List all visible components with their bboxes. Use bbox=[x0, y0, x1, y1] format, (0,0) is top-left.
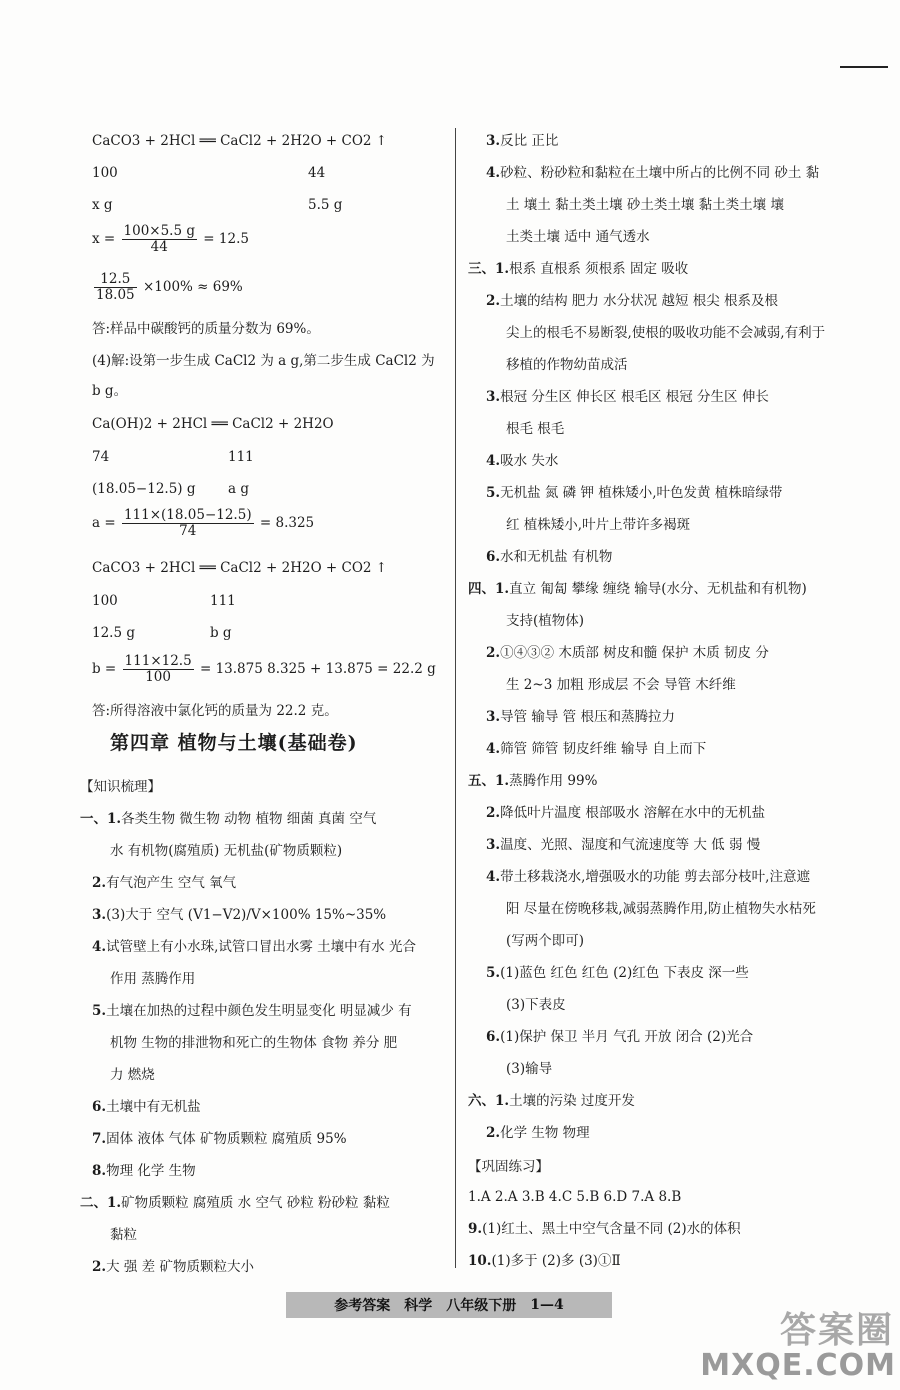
answer-text: 大 强 差 矿物质颗粒大小 bbox=[106, 1259, 254, 1275]
a-rhs: = 8.325 bbox=[259, 515, 315, 531]
answer-item bbox=[486, 452, 558, 470]
answer-text: 土壤的污染 过度开发 bbox=[509, 1093, 635, 1109]
item-number: 四、1. bbox=[468, 581, 510, 597]
answer-item bbox=[486, 644, 769, 662]
x-calculation bbox=[92, 224, 249, 255]
item-number: 2. bbox=[486, 805, 501, 821]
answer-item bbox=[486, 388, 769, 406]
answer-text: 筛管 筛管 韧皮纤维 输导 自上而下 bbox=[500, 741, 707, 757]
footer-label: 参考答案 bbox=[334, 1298, 391, 1314]
b-calculation bbox=[92, 654, 436, 685]
answer-item bbox=[486, 708, 675, 726]
footer-page-number: 1—4 bbox=[530, 1297, 564, 1313]
answer-text: (1)保护 保卫 半月 气孔 开放 闭合 (2)光合 bbox=[500, 1029, 754, 1045]
answer-item bbox=[80, 1194, 390, 1212]
value-row: b g bbox=[210, 625, 232, 641]
watermark bbox=[700, 1302, 898, 1386]
item-number: 二、1. bbox=[80, 1195, 122, 1211]
answer-text: 降低叶片温度 根部吸水 溶解在水中的无机盐 bbox=[500, 805, 766, 821]
item-number: 4. bbox=[486, 741, 501, 757]
question-4-line-2: b g。 bbox=[92, 383, 128, 399]
equation-3: CaCO3 + 2HCl ══ CaCl2 + 2H2O + CO2 ↑ bbox=[92, 560, 388, 576]
answer-text: (1)蓝色 红色 红色 (2)红色 下表皮 深一些 bbox=[500, 965, 749, 981]
footer-grade: 八年级下册 bbox=[446, 1298, 517, 1314]
item-number: 3. bbox=[486, 709, 501, 725]
b-denominator: 100 bbox=[145, 669, 171, 685]
answer-1: 答:样品中碳酸钙的质量分数为 69%。 bbox=[92, 321, 320, 337]
answer-item bbox=[80, 810, 376, 828]
answer-text: (3)下表皮 bbox=[506, 997, 566, 1013]
percent-rhs: ×100% ≈ 69% bbox=[142, 279, 243, 295]
percent-denominator: 18.05 bbox=[96, 287, 135, 303]
answer-item bbox=[486, 292, 778, 310]
item-number: 5. bbox=[486, 485, 501, 501]
answer-item bbox=[486, 548, 612, 566]
answer-text: 土壤在加热的过程中颜色发生明显变化 明显减少 有 bbox=[106, 1003, 412, 1019]
answer-text: 土类土壤 适中 通气透水 bbox=[506, 229, 650, 245]
answer-item bbox=[92, 1098, 201, 1116]
answer-text: 蒸腾作用 99% bbox=[509, 773, 598, 789]
answer-text: 尖上的根毛不易断裂,使根的吸收功能不会减弱,有利于 bbox=[506, 325, 826, 341]
answer-text: 物理 化学 生物 bbox=[106, 1163, 196, 1179]
x-numerator: 100×5.5 g bbox=[123, 223, 195, 239]
answer-item bbox=[92, 938, 416, 956]
value-row: 100 bbox=[92, 165, 118, 181]
x-fraction bbox=[122, 224, 197, 255]
b-numerator: 111×12.5 bbox=[124, 653, 192, 669]
answer-text: 机物 生物的排泄物和死亡的生物体 食物 养分 肥 bbox=[110, 1035, 398, 1051]
a-numerator: 111×(18.05−12.5) bbox=[123, 507, 252, 523]
answer-item bbox=[486, 132, 558, 150]
answer-text: 水 有机物(腐殖质) 无机盐(矿物质颗粒) bbox=[110, 843, 343, 859]
item-number: 2. bbox=[92, 875, 107, 891]
x-rhs: = 12.5 bbox=[203, 231, 249, 247]
item-number: 6. bbox=[92, 1099, 107, 1115]
a-lhs: a = bbox=[92, 515, 116, 531]
answer-text: 吸水 失水 bbox=[500, 453, 559, 469]
answer-text: (1)多于 (2)多 (3)①Ⅱ bbox=[491, 1253, 621, 1269]
percent-calculation bbox=[92, 272, 243, 303]
equation-1: CaCO3 + 2HCl ══ CaCl2 + 2H2O + CO2 ↑ bbox=[92, 133, 388, 149]
answer-item bbox=[468, 580, 807, 598]
answer-item bbox=[468, 1220, 741, 1238]
item-number: 六、1. bbox=[468, 1093, 510, 1109]
answer-text: (1)红土、黑土中空气含量不同 (2)水的体积 bbox=[482, 1221, 741, 1237]
answer-text: 红 植株矮小,叶片上带许多褐斑 bbox=[506, 517, 691, 533]
answer-item bbox=[486, 740, 706, 758]
value-row: 44 bbox=[308, 165, 326, 181]
top-rule bbox=[840, 66, 888, 68]
answer-item bbox=[486, 164, 819, 182]
a-calculation bbox=[92, 508, 314, 539]
item-number: 7. bbox=[92, 1131, 107, 1147]
item-number: 五、1. bbox=[468, 773, 510, 789]
answer-text: 生 2~3 加粗 形成层 不会 导管 木纤维 bbox=[506, 677, 736, 693]
value-row: 111 bbox=[228, 449, 254, 465]
answer-text: 固体 液体 气体 矿物质颗粒 腐殖质 95% bbox=[106, 1131, 347, 1147]
answer-text: 反比 正比 bbox=[500, 133, 559, 149]
answer-text: 矿物质颗粒 腐殖质 水 空气 砂粒 粉砂粒 黏粒 bbox=[121, 1195, 390, 1211]
item-number: 9. bbox=[468, 1221, 483, 1237]
answer-text: (3)输导 bbox=[506, 1061, 553, 1077]
item-number: 三、1. bbox=[468, 261, 510, 277]
answer-text: 根冠 分生区 伸长区 根毛区 根冠 分生区 伸长 bbox=[500, 389, 769, 405]
footer-subject: 科学 bbox=[404, 1298, 433, 1314]
answer-item bbox=[486, 1124, 590, 1142]
item-number: 4. bbox=[486, 869, 501, 885]
item-number: 2. bbox=[486, 1125, 501, 1141]
item-number: 3. bbox=[486, 389, 501, 405]
b-fraction bbox=[123, 654, 194, 685]
item-number: 2. bbox=[486, 293, 501, 309]
answer-text: 带土移栽浇水,增强吸水的功能 剪去部分枝叶,注意遮 bbox=[500, 869, 810, 885]
answer-item bbox=[486, 836, 760, 854]
value-row: 111 bbox=[210, 593, 236, 609]
equation-2: Ca(OH)2 + 2HCl ══ CaCl2 + 2H2O bbox=[92, 416, 334, 432]
answer-text: 砂粒、粉砂粒和黏粒在土壤中所占的比例不同 砂土 黏 bbox=[500, 165, 820, 181]
answer-text: 黏粒 bbox=[110, 1227, 137, 1243]
answer-text: 直立 匍匐 攀缘 缠绕 输导(水分、无机盐和有机物) bbox=[509, 581, 807, 597]
answer-text: 移植的作物幼苗成活 bbox=[506, 357, 628, 373]
item-number: 10. bbox=[468, 1253, 492, 1269]
answer-item bbox=[92, 874, 236, 892]
answer-item bbox=[468, 772, 597, 790]
answer-text: 土壤的结构 肥力 水分状况 越短 根尖 根系及根 bbox=[500, 293, 779, 309]
answer-text: 导管 输导 管 根压和蒸腾拉力 bbox=[500, 709, 675, 725]
item-number: 8. bbox=[92, 1163, 107, 1179]
x-denominator: 44 bbox=[150, 239, 168, 255]
multiple-choice-answers: 1.A 2.A 3.B 4.C 5.B 6.D 7.A 8.B bbox=[468, 1189, 682, 1205]
item-number: 一、1. bbox=[80, 811, 122, 827]
value-row: 100 bbox=[92, 593, 118, 609]
answer-text: 各类生物 微生物 动物 植物 细菌 真菌 空气 bbox=[121, 811, 377, 827]
answer-text: 土壤中有无机盐 bbox=[106, 1099, 201, 1115]
answer-text: 有气泡产生 空气 氧气 bbox=[106, 875, 237, 891]
value-row: 74 bbox=[92, 449, 110, 465]
item-number: 3. bbox=[486, 133, 501, 149]
value-row: 5.5 g bbox=[308, 197, 343, 213]
item-number: 2. bbox=[486, 645, 501, 661]
value-row: a g bbox=[228, 481, 249, 497]
answer-item bbox=[486, 1028, 753, 1046]
question-4-line-1: (4)解:设第一步生成 CaCl2 为 a g,第二步生成 CaCl2 为 bbox=[92, 353, 435, 369]
answer-item bbox=[92, 1162, 196, 1180]
watermark-url: MXQE.COM bbox=[700, 1348, 896, 1383]
column-divider bbox=[455, 128, 456, 1268]
answer-text: ①④③② 木质部 树皮和髓 保护 木质 韧皮 分 bbox=[500, 645, 769, 661]
answer-item bbox=[92, 906, 386, 924]
value-row: x g bbox=[92, 197, 113, 213]
answer-item bbox=[468, 1252, 621, 1270]
answer-text: (3)大于 空气 (V1−V2)/V×100% 15%~35% bbox=[106, 907, 387, 923]
watermark-logo: 答案圈 bbox=[779, 1310, 894, 1351]
value-row: (18.05−12.5) g bbox=[92, 481, 196, 497]
answer-item bbox=[486, 868, 810, 886]
value-row: 12.5 g bbox=[92, 625, 135, 641]
answer-text: 阳 尽量在傍晚移栽,减弱蒸腾作用,防止植物失水枯死 bbox=[506, 901, 816, 917]
answer-item bbox=[486, 484, 782, 502]
answer-text: 水和无机盐 有机物 bbox=[500, 549, 613, 565]
b-lhs: b = bbox=[92, 661, 117, 677]
item-number: 4. bbox=[92, 939, 107, 955]
answer-text: 作用 蒸腾作用 bbox=[110, 971, 196, 987]
answer-text: (写两个即可) bbox=[506, 933, 585, 949]
answer-item bbox=[468, 1092, 635, 1110]
answer-text: 土 壤土 黏土类土壤 砂土类土壤 黏土类土壤 壤 bbox=[506, 197, 784, 213]
answer-item bbox=[92, 1002, 412, 1020]
a-fraction bbox=[122, 508, 254, 539]
item-number: 3. bbox=[486, 837, 501, 853]
item-number: 4. bbox=[486, 453, 501, 469]
answer-text: 根毛 根毛 bbox=[506, 421, 565, 437]
item-number: 4. bbox=[486, 165, 501, 181]
answer-text: 化学 生物 物理 bbox=[500, 1125, 590, 1141]
x-lhs: x = bbox=[92, 231, 116, 247]
percent-numerator: 12.5 bbox=[94, 272, 137, 288]
percent-fraction bbox=[94, 272, 137, 303]
answer-text: 温度、光照、湿度和气流速度等 大 低 弱 慢 bbox=[500, 837, 761, 853]
page-footer bbox=[286, 1292, 612, 1318]
answer-text: 支持(植物体) bbox=[506, 613, 585, 629]
answer-2: 答:所得溶液中氯化钙的质量为 22.2 克。 bbox=[92, 703, 338, 719]
item-number: 6. bbox=[486, 549, 501, 565]
section-label: 【知识梳理】 bbox=[80, 779, 161, 795]
a-denominator: 74 bbox=[179, 523, 197, 539]
answer-item bbox=[486, 804, 765, 822]
item-number: 6. bbox=[486, 1029, 501, 1045]
item-number: 2. bbox=[92, 1259, 107, 1275]
answer-text: 力 燃烧 bbox=[110, 1067, 155, 1083]
chapter-title: 第四章 植物与土壤(基础卷) bbox=[110, 732, 358, 754]
b-rhs: = 13.875 8.325 + 13.875 = 22.2 g bbox=[199, 661, 436, 677]
item-number: 5. bbox=[486, 965, 501, 981]
answer-item bbox=[92, 1130, 347, 1148]
answer-text: 无机盐 氮 磷 钾 植株矮小,叶色发黄 植株暗绿带 bbox=[500, 485, 783, 501]
answer-item bbox=[486, 964, 749, 982]
answer-item bbox=[92, 1258, 254, 1276]
answer-text: 根系 直根系 须根系 固定 吸收 bbox=[509, 261, 689, 277]
item-number: 5. bbox=[92, 1003, 107, 1019]
answer-item bbox=[468, 260, 688, 278]
item-number: 3. bbox=[92, 907, 107, 923]
answer-text: 试管壁上有小水珠,试管口冒出水雾 土壤中有水 光合 bbox=[106, 939, 416, 955]
section-label: 【巩固练习】 bbox=[468, 1159, 549, 1175]
